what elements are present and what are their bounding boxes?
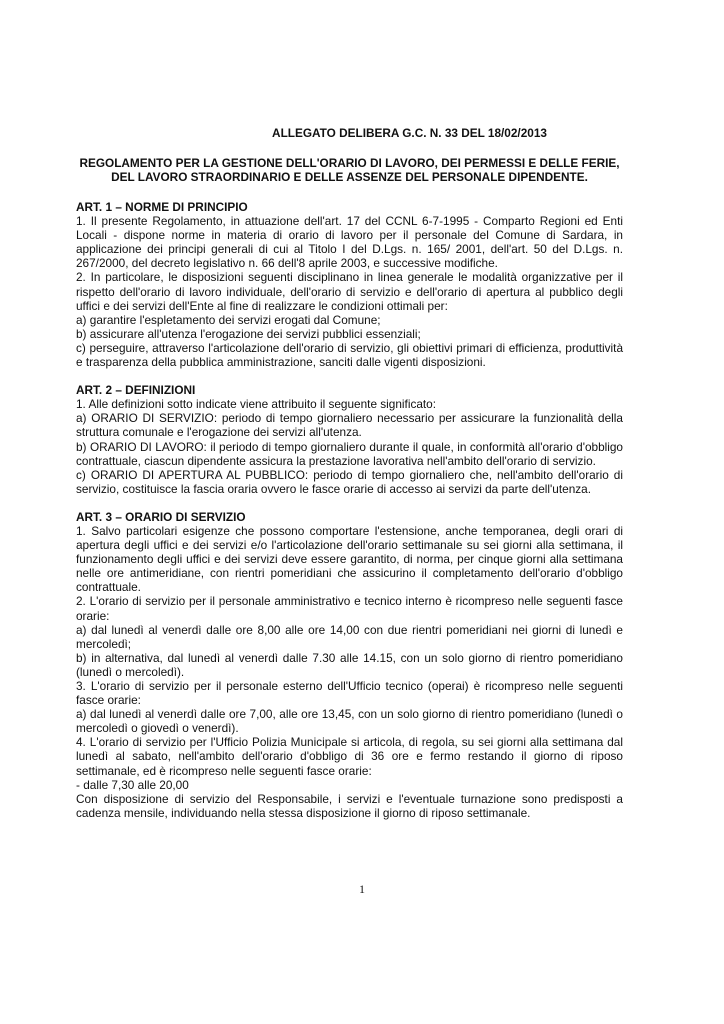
article-3	[76, 510, 623, 820]
article-paragraph: Con disposizione di servizio del Responsabile, i servizi e l'eventuale turnazione sono predisposti a cadenza mensile, individuando nella stessa disposizione il giorno di riposo settimanale.	[76, 791, 623, 820]
article-paragraph: c) perseguire, attraverso l'articolazione dell'orario di servizio, gli obiettivi primari di efficienza, produttività e trasparenza della pubblica amministrazione, sanciti dalle vigenti disposizioni.	[76, 340, 623, 370]
article-body	[76, 397, 623, 496]
attachment-heading: ALLEGATO DELIBERA G.C. N. 33 DEL 18/02/2013	[272, 126, 547, 140]
article-1	[76, 200, 623, 369]
article-body	[76, 214, 623, 369]
articles	[76, 200, 623, 820]
page-number: 1	[359, 882, 365, 896]
article-paragraph: 2. L'orario di servizio per il personale amministrativo e tecnico interno è ricompreso nelle seguenti fasce orarie:	[76, 594, 623, 623]
article-paragraph: b) in alternativa, dal lunedì al venerdì dalle 7.30 alle 14.15, con un solo giorno di rientro pomeridiano (lunedì o mercoledì).	[76, 650, 623, 679]
article-body	[76, 524, 623, 820]
regulation-title: REGOLAMENTO PER LA GESTIONE DELL'ORARIO DI LAVORO, DEI PERMESSI E DELLE FERIE, DEL LAVORO STRAORDINARIO E DELLE ASSENZE DEL PERSONALE DIPENDENTE.	[79, 156, 620, 184]
article-paragraph: 4. L'orario di servizio per l'Ufficio Polizia Municipale si articola, di regola, su sei giorni alla settimana dal lunedì al sabato, nell'ambito dell'orario d'obbligo di 36 ore e fermo restando il giorno di riposo settimanale, ed è ricompreso nelle seguenti fasce orarie:	[76, 735, 623, 778]
article-paragraph: b) assicurare all'utenza l'erogazione dei servizi pubblici essenziali;	[76, 326, 421, 341]
article-title: ART. 1 – NORME DI PRINCIPIO	[76, 200, 248, 214]
article-paragraph: 1. Il presente Regolamento, in attuazione dell'art. 17 del CCNL 6-7-1995 - Comparto Regioni ed Enti Locali - dispone norme in materia di orario di lavoro per il personale del Comune di Sardara, in applicazione dei principi generali di cui al Titolo I del D.Lgs. n. 165/ 2001, dell'art. 50 del D.Lgs. n. 267/2000, del decreto legislativo n. 66 dell'8 aprile 2003, e successive modifiche.	[76, 214, 623, 271]
article-paragraph: 1. Salvo particolari esigenze che possono comportare l'estensione, anche temporanea, degli orari di apertura degli uffici e dei servizi e/o l'articolazione dell'orario settimanale su sei giorni alla settimana, il funzionamento degli uffici e dei servizi deve essere garantito, di norma, per cinque giorni alla settimana nelle ore antimeridiane, con rientri pomeridiani che assicurino il completamento dell'orario d'obbligo contrattuale.	[76, 523, 623, 595]
article-paragraph: b) ORARIO DI LAVORO: il periodo di tempo giornaliero durante il quale, in conformità all'orario d'obbligo contrattuale, ciascun dipendente assicura la prestazione lavorativa nell'ambito dell'orario di servizio.	[76, 439, 623, 468]
article-paragraph: - dalle 7,30 alle 20,00	[76, 777, 189, 792]
document-content	[76, 126, 623, 834]
article-paragraph: 3. L'orario di servizio per il personale esterno dell'Ufficio tecnico (operai) è ricompreso nelle seguenti fasce orarie:	[76, 679, 623, 708]
article-paragraph: 1. Alle definizioni sotto indicate viene attribuito il seguente significato:	[76, 397, 437, 412]
article-paragraph: c) ORARIO DI APERTURA AL PUBBLICO: periodo di tempo giornaliero che, nell'ambito dell'orario di servizio, costituisce la fascia oraria ovvero le fasce orarie di accesso ai servizi da parte dell'utenza.	[76, 467, 623, 496]
article-paragraph: a) dal lunedì al venerdì dalle ore 8,00 alle ore 14,00 con due rientri pomeridiani nei giorni di lunedì e mercoledì;	[76, 622, 623, 651]
article-paragraph: a) garantire l'espletamento dei servizi erogati dal Comune;	[76, 312, 381, 327]
article-paragraph: a) dal lunedì al venerdì dalle ore 7,00, alle ore 13,45, con un solo giorno di rientro pomeridiano (lunedì o mercoledì o giovedì o venerdì).	[76, 707, 623, 736]
article-title: ART. 3 – ORARIO DI SERVIZIO	[76, 509, 246, 524]
article-title: ART. 2 – DEFINIZIONI	[76, 383, 196, 398]
article-paragraph: 2. In particolare, le disposizioni seguenti disciplinano in linea generale le modalità organizzative per il rispetto dell'orario di lavoro individuale, dell'orario di servizio e dell'orario di apertura al pubblico degli uffici e dei servizi dell'Ente al fine di realizzare le condizioni ottimali per:	[76, 270, 623, 313]
article-2	[76, 383, 623, 496]
article-paragraph: a) ORARIO DI SERVIZIO: periodo di tempo giornaliero necessario per assicurare la funzionalità della struttura comunale e l'erogazione dei servizi all'utenza.	[76, 411, 623, 440]
